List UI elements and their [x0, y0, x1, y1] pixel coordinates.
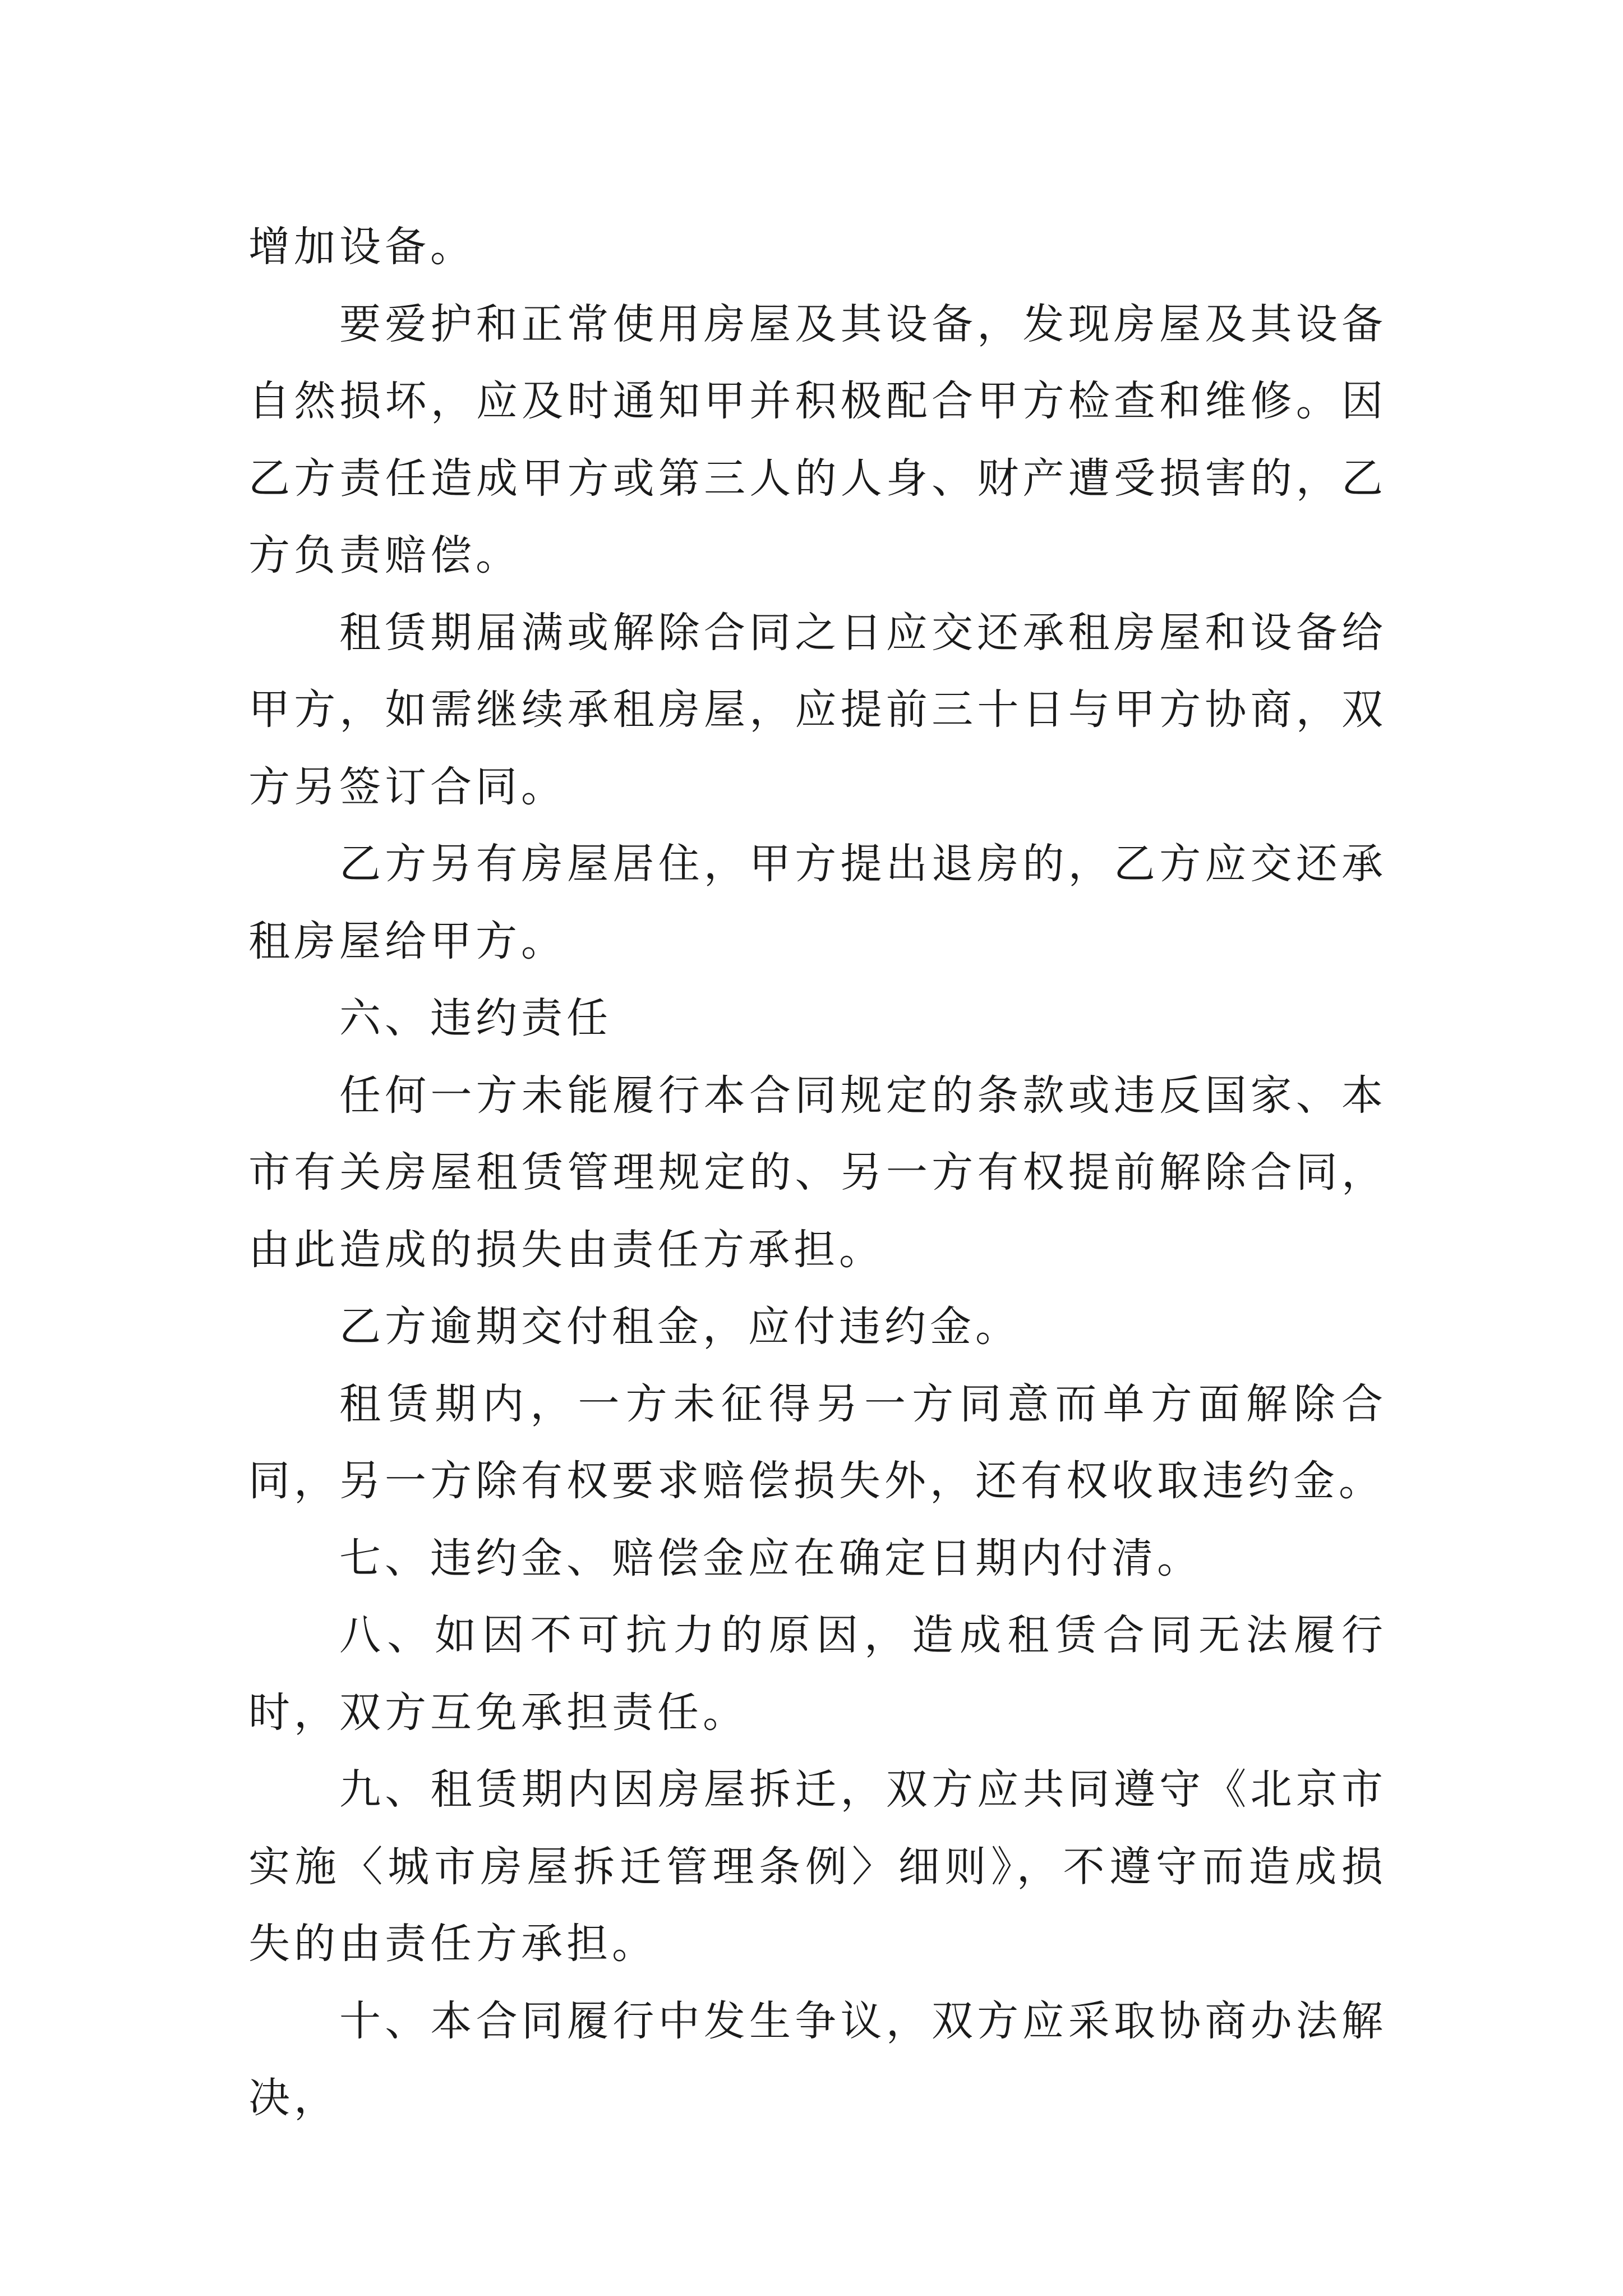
paragraph-equipment-continued: 增加设备。 — [248, 223, 476, 271]
paragraph-breach-termination: 任何一方未能履行本合同规定的条款或违反国家、本市有关房屋租赁管理规定的、另一方有权提前解除合同，由此造成的损失由责任方承担。 — [248, 1071, 1387, 1274]
paragraph-late-rent: 乙方逾期交付租金，应付违约金。 — [339, 1303, 1021, 1351]
clause-nine-demolition: 九、租赁期内因房屋拆迁，双方应共同遵守《北京市实施〈城市房屋拆迁管理条例〉细则》，不遵守而造成损失的由责任方承担。 — [248, 1765, 1387, 1968]
clause-eight-force-majeure: 八、如因不可抗力的原因，造成租赁合同无法履行时，双方互免承担责任。 — [248, 1611, 1387, 1737]
clause-seven-payment: 七、违约金、赔偿金应在确定日期内付清。 — [339, 1534, 1202, 1582]
section-heading-breach-liability: 六、违约责任 — [339, 994, 612, 1042]
paragraph-care-and-repair: 要爱护和正常使用房屋及其设备，发现房屋及其设备自然损坏，应及时通知甲并积极配合甲方检查和维修。因乙方责任造成甲方或第三人的人身、财产遭受损害的，乙方负责赔偿。 — [248, 300, 1387, 579]
paragraph-other-residence: 乙方另有房屋居住，甲方提出退房的，乙方应交还承租房屋给甲方。 — [248, 840, 1387, 965]
clause-ten-disputes: 十、本合同履行中发生争议，双方应采取协商办法解决， — [248, 1996, 1387, 2122]
document-body — [248, 209, 1387, 2137]
paragraph-unilateral-termination: 租赁期内，一方未征得另一方同意而单方面解除合同，另一方除有权要求赔偿损失外，还有权收取违约金。 — [248, 1379, 1387, 1505]
paragraph-lease-expiry: 租赁期届满或解除合同之日应交还承租房屋和设备给甲方，如需继续承租房屋，应提前三十日与甲方协商，双方另签订合同。 — [248, 608, 1387, 811]
